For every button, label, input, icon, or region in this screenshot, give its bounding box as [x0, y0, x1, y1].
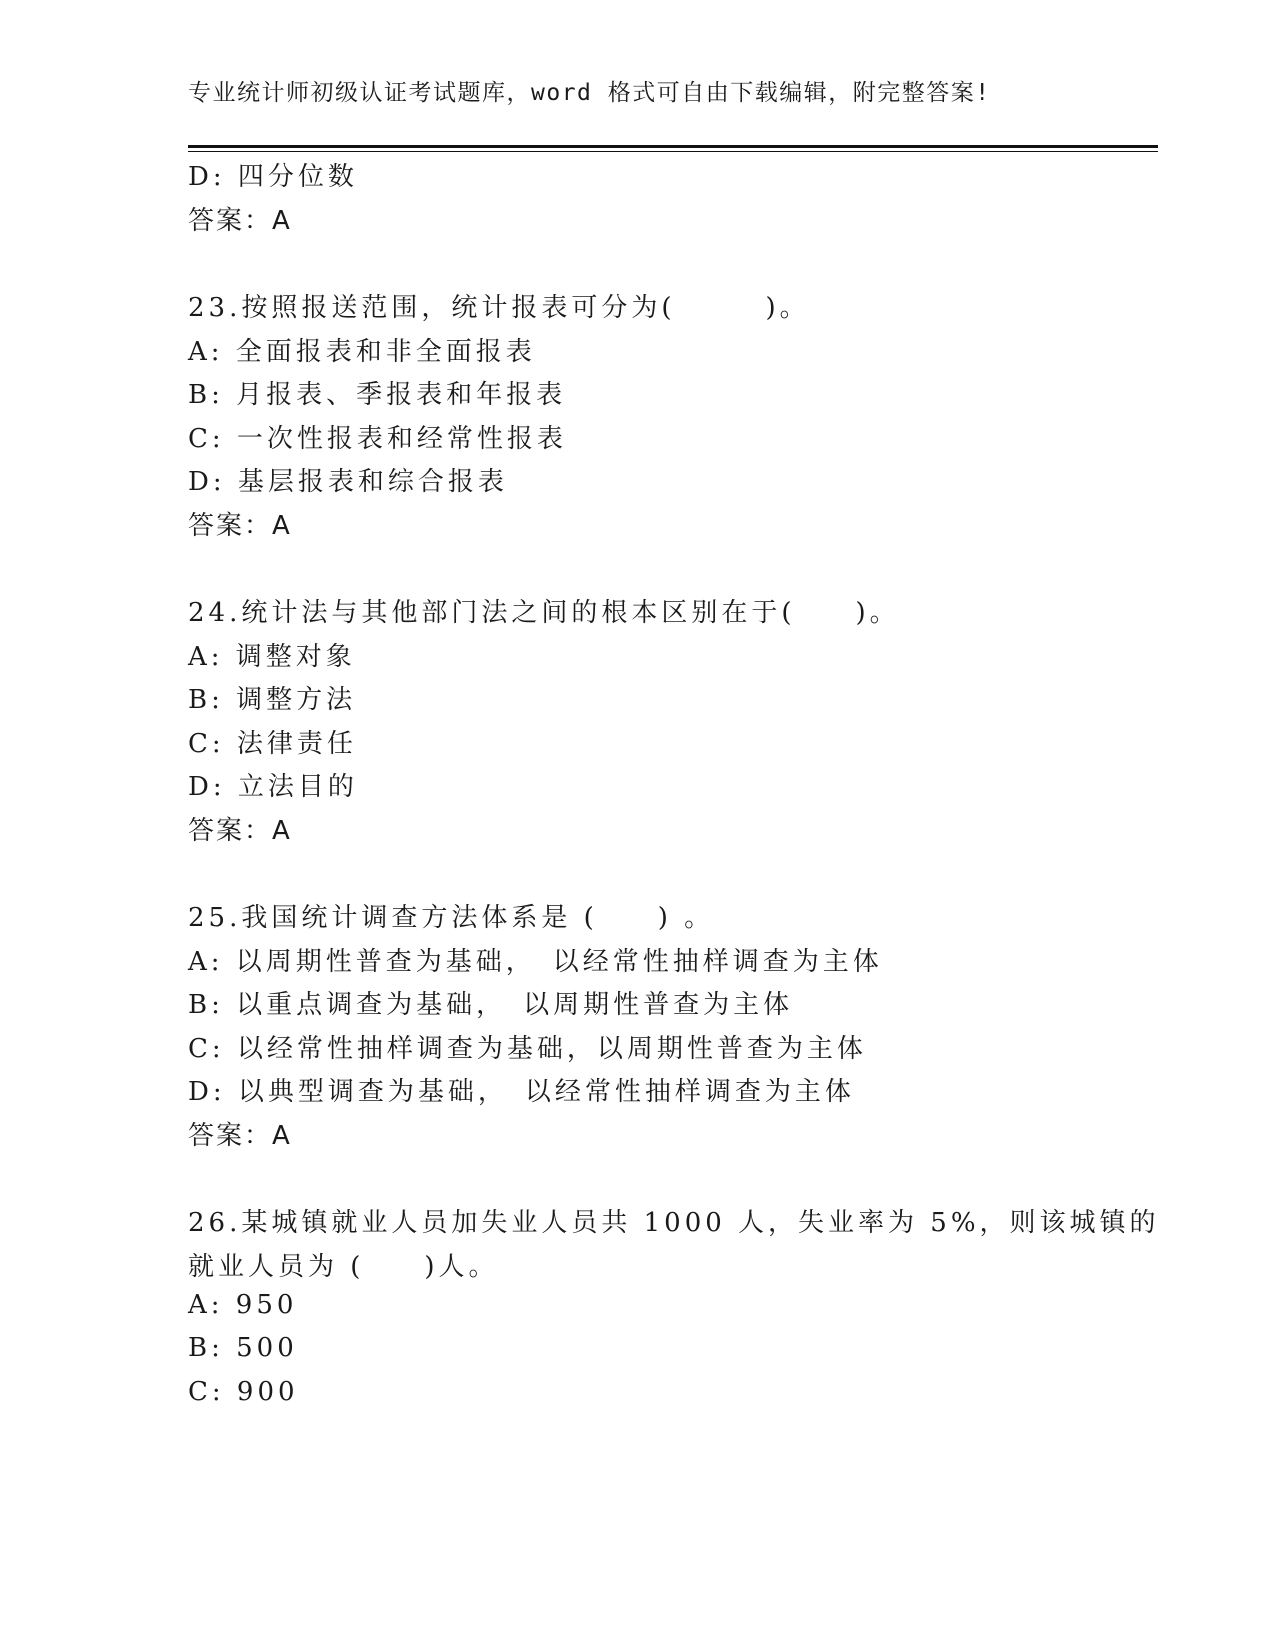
q24-option-d: D: 立法目的	[188, 772, 358, 802]
q26-stem-line2: 就业人员为 ( )人。	[188, 1252, 499, 1282]
q24-answer: 答案：A	[188, 816, 292, 846]
q23-option-d: D: 基层报表和综合报表	[188, 467, 508, 497]
q24-option-c: C: 法律责任	[188, 729, 357, 759]
q25-option-d: D: 以典型调查为基础， 以经常性抽样调查为主体	[188, 1077, 855, 1107]
page-header: 专业统计师初级认证考试题库，word 格式可自由下载编辑，附完整答案!	[188, 80, 991, 106]
q23-option-c: C: 一次性报表和经常性报表	[188, 424, 567, 454]
q24-option-a: A: 调整对象	[188, 642, 356, 672]
q24-stem: 24.统计法与其他部门法之间的根本区别在于( )。	[188, 598, 900, 628]
q26-option-b: B: 500	[188, 1333, 298, 1363]
header-rule-thick	[188, 145, 1158, 148]
q25-option-a: A: 以周期性普查为基础， 以经常性抽样调查为主体	[188, 947, 883, 977]
q25-option-c: C: 以经常性抽样调查为基础，以周期性普查为主体	[188, 1034, 867, 1064]
q23-answer: 答案：A	[188, 511, 292, 541]
q23-option-b: B: 月报表、季报表和年报表	[188, 380, 567, 410]
q25-stem: 25.我国统计调查方法体系是 ( ) 。	[188, 903, 715, 933]
prev-answer: 答案：A	[188, 206, 292, 236]
q26-option-a: A: 950	[188, 1290, 298, 1320]
q26-option-c: C: 900	[188, 1377, 299, 1407]
q25-option-b: B: 以重点调查为基础， 以周期性普查为主体	[188, 990, 794, 1020]
q23-option-a: A: 全面报表和非全面报表	[188, 337, 536, 367]
q26-stem-line1: 26.某城镇就业人员加失业人员共 1000 人，失业率为 5%，则该城镇的	[188, 1208, 1160, 1238]
q25-answer: 答案：A	[188, 1121, 292, 1151]
header-rule-thin	[188, 151, 1158, 152]
q24-option-b: B: 调整方法	[188, 685, 357, 715]
q23-stem: 23.按照报送范围，统计报表可分为( )。	[188, 293, 810, 323]
prev-option-d: D: 四分位数	[188, 162, 358, 192]
